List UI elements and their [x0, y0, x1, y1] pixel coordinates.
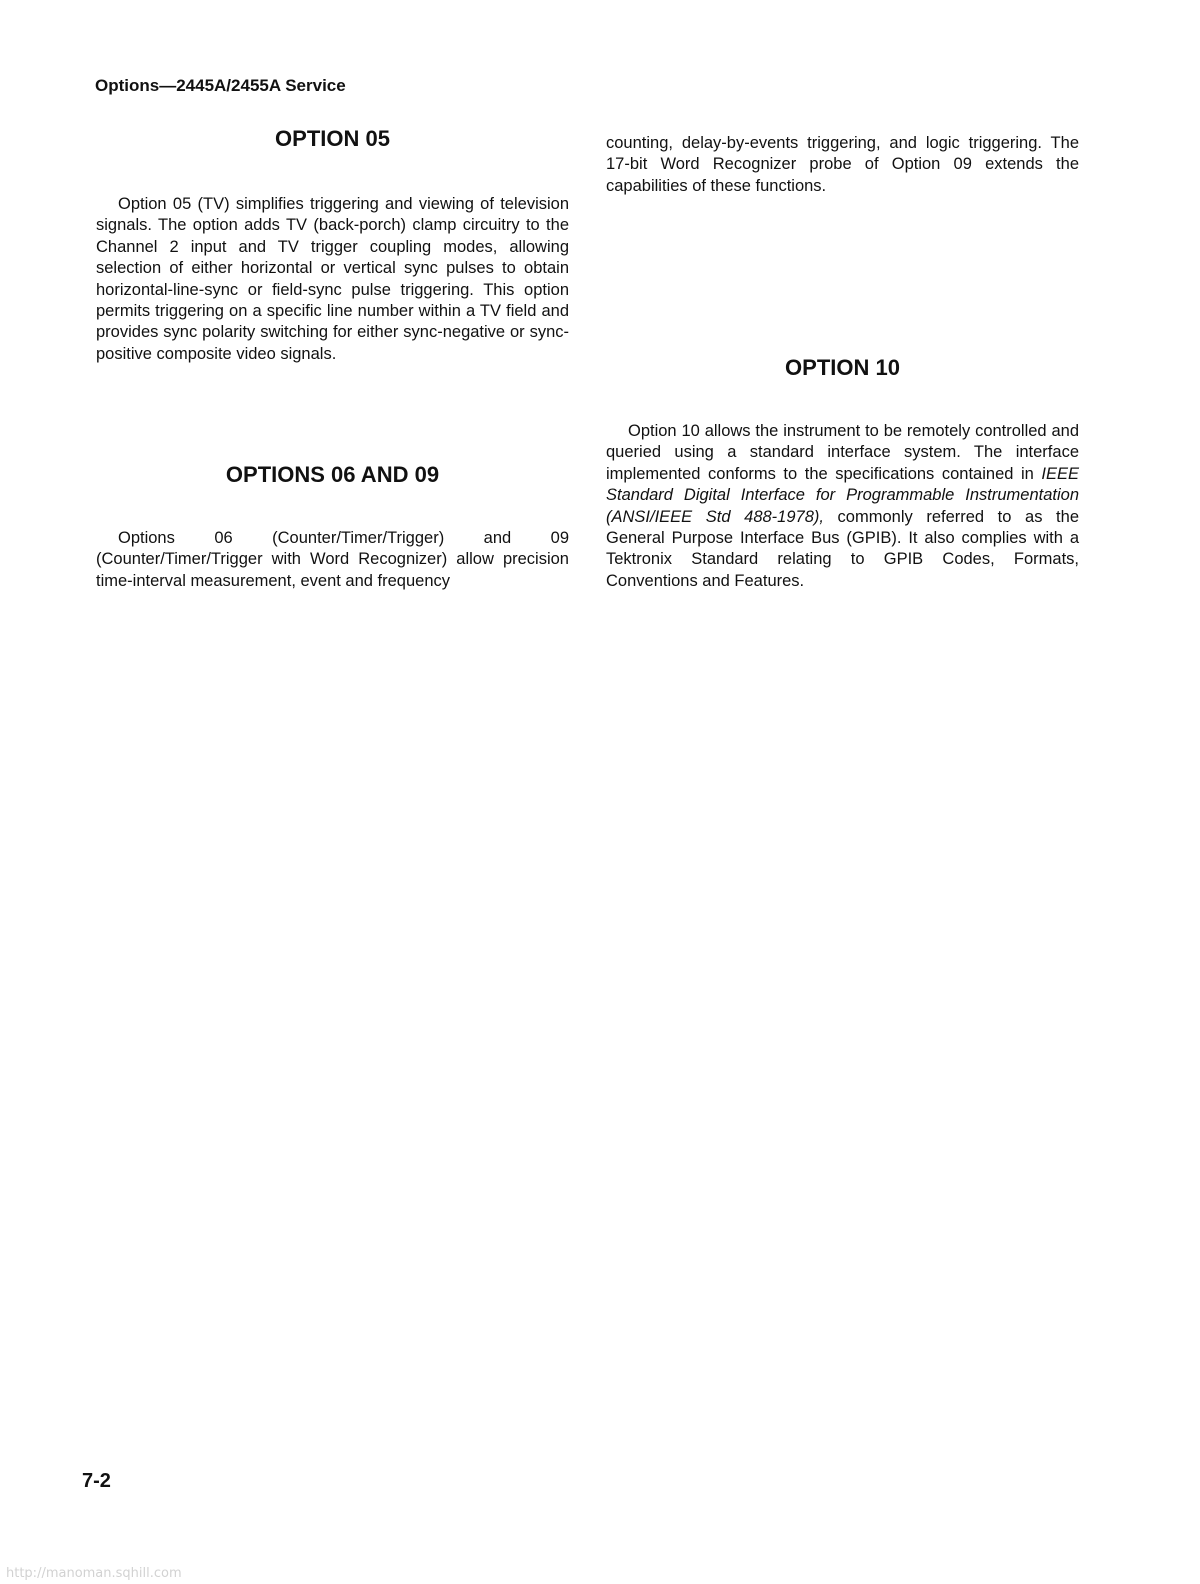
page-number: 7-2 — [82, 1470, 111, 1492]
option-10-body-part2: commonly referred to as the General Purpose Interface Bus (GPIB). It also complies with a Tektronix Standard relating to GPIB Codes, Formats, Conventions and Features. — [606, 507, 1079, 590]
running-head: Options—2445A/2455A Service — [95, 76, 346, 95]
option-10-body-citation: IEEE Standard Digital Interface for Programmable Instrumentation (ANSI/IEEE Std 488-1978), — [606, 464, 1079, 526]
option-10-heading: OPTION 10 — [785, 355, 900, 380]
options-06-09-section — [96, 462, 569, 488]
options-06-09-body-left — [96, 528, 569, 592]
options-06-09-body-left-text: Options 06 (Counter/Timer/Trigger) and 09 (Counter/Timer/Trigger with Word Recognizer) allow precision time-interval measurement, event and frequency — [96, 529, 569, 590]
options-06-09-continued-block — [606, 133, 1079, 197]
options-06-09-heading: OPTIONS 06 AND 09 — [225, 462, 440, 487]
options-06-09-body-right: counting, delay-by-events triggering, and logic triggering. The 17-bit Word Recognizer probe of Option 09 extends the capabilities of these functions. — [606, 134, 1079, 195]
option-05-body-block — [96, 194, 569, 365]
option-10-body-part1: Option 10 allows the instrument to be remotely controlled and queried using a standard interface system. The interface implemented conforms to the specifications contained in — [606, 422, 1079, 483]
watermark-url: http://manoman.sqhill.com — [6, 1566, 182, 1581]
option-10-body — [606, 421, 1079, 592]
option-10-body-block — [606, 421, 1079, 592]
options-06-09-body-block — [96, 528, 569, 592]
option-05-heading: OPTION 05 — [275, 126, 390, 151]
option-05-body — [96, 194, 569, 365]
option-05-section — [96, 126, 569, 152]
option-05-body-text: Option 05 (TV) simplifies triggering and viewing of television signals. The option adds TV (back-porch) clamp circuitry to the Channel 2 input and TV trigger coupling modes, allowing selection of either horizontal or vertical sync pulses to obtain horizontal-line-sync or field-sync pulse triggering. This option permits triggering on a specific line number within a TV field and provides sync polarity switching for either sync-negative or sync-positive composite video signals. — [96, 195, 569, 363]
option-10-section — [606, 355, 1079, 381]
